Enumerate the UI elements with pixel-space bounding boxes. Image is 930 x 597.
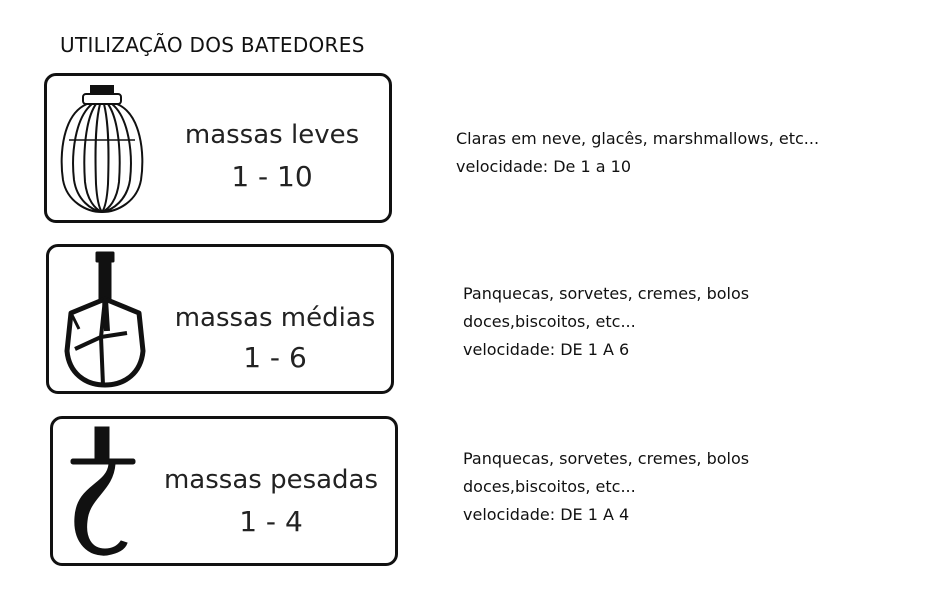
beater-name: massas médias [174, 303, 376, 333]
page-title: UTILIZAÇÃO DOS BATEDORES [60, 33, 365, 57]
description-line: doces,biscoitos, etc... [463, 477, 636, 496]
beater-card-hook [50, 416, 398, 566]
beater-card-flat [46, 244, 394, 394]
dough-hook-icon [65, 425, 145, 563]
beater-range: 1 - 6 [243, 341, 307, 374]
flat-beater-icon [61, 251, 151, 391]
description-line: velocidade: DE 1 A 4 [463, 505, 630, 524]
beater-range: 1 - 4 [239, 505, 303, 538]
beater-description-whisk [456, 125, 819, 181]
description-line: Claras em neve, glacês, marshmallows, etc... [456, 129, 820, 148]
beater-range: 1 - 10 [231, 160, 313, 193]
beater-name: massas pesadas [163, 465, 379, 495]
description-line: doces,biscoitos, etc... [463, 312, 636, 331]
description-line: Panquecas, sorvetes, cremes, bolos [463, 449, 750, 468]
description-line: velocidade: De 1 a 10 [456, 157, 631, 176]
beater-description-flat [463, 280, 749, 364]
beater-name: massas leves [184, 120, 360, 150]
description-line: Panquecas, sorvetes, cremes, bolos [463, 284, 750, 303]
beater-card-whisk [44, 73, 392, 223]
description-line: velocidade: DE 1 A 6 [463, 340, 630, 359]
whisk-icon [57, 84, 147, 216]
beater-description-hook [463, 445, 749, 529]
